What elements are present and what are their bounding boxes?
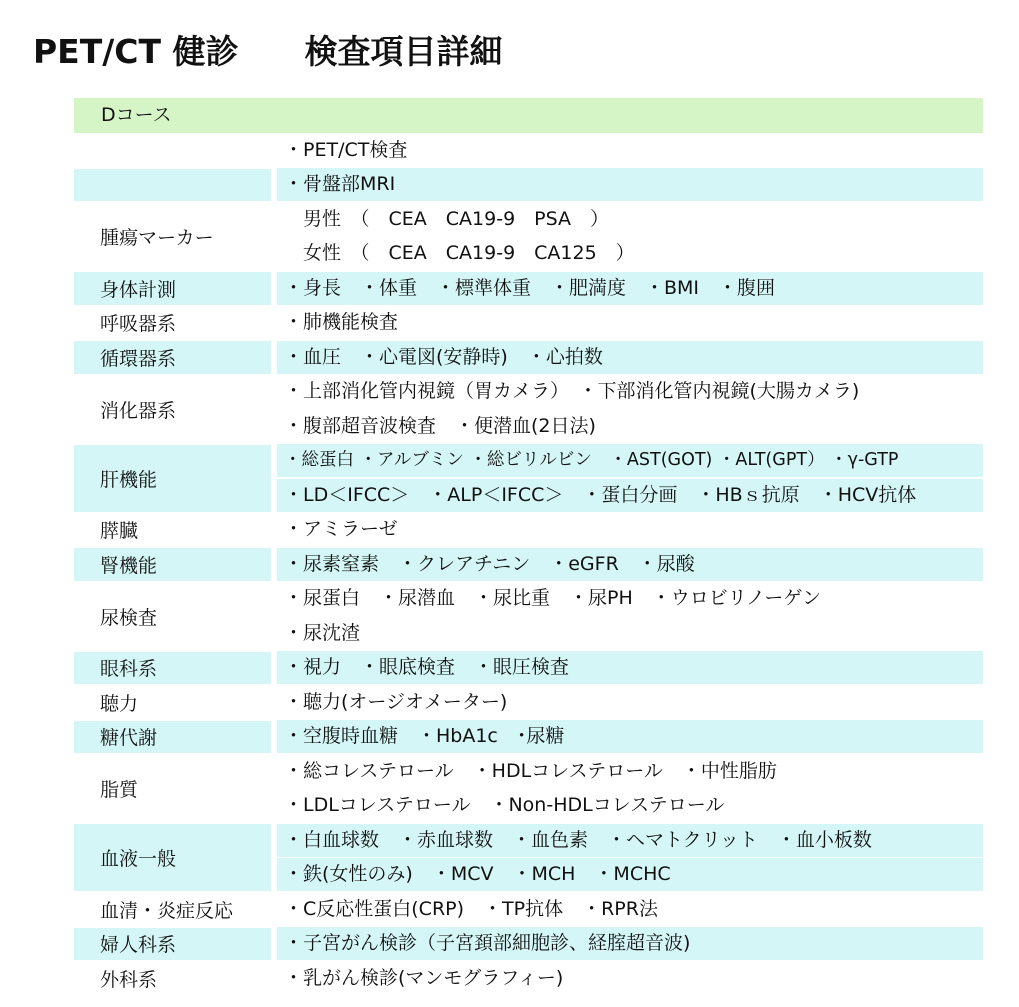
- table-row: [74, 651, 983, 686]
- item-cell: [277, 651, 983, 686]
- item-line: 男性 （ CEA CA19-9 PSA ）: [284, 207, 610, 230]
- table-row: [74, 685, 983, 720]
- item-line: ・子宮がん検診（子宮頚部細胞診、経腟超音波): [277, 927, 983, 960]
- item-cell: [277, 444, 983, 513]
- item-cell: [277, 547, 983, 582]
- item-cell: [277, 720, 983, 755]
- item-cell: [277, 892, 983, 927]
- category-label: 外科系: [100, 968, 158, 991]
- table-row: [74, 927, 983, 962]
- item-cell: [277, 306, 983, 341]
- category-label: 腎機能: [74, 548, 271, 581]
- exam-table: [74, 98, 983, 991]
- item-line: ・総コレステロール ・HDLコレステロール ・中性脂肪: [284, 759, 777, 782]
- item-line: ・血圧 ・心電図(安静時) ・心拍数: [277, 341, 983, 374]
- table-row: [74, 513, 983, 548]
- item-cell: [277, 513, 983, 548]
- item-line: ・尿素窒素 ・クレアチニン ・eGFR ・尿酸: [277, 548, 983, 581]
- table-row: [74, 444, 983, 513]
- item-cell: [277, 927, 983, 962]
- item-cell: [277, 340, 983, 375]
- item-line: ・腹部超音波検査 ・便潜血(2日法): [284, 414, 596, 437]
- table-row: [74, 271, 983, 306]
- table-row: [74, 823, 983, 892]
- category-label: 肝機能: [74, 445, 271, 512]
- item-line: ・C反応性蛋白(CRP) ・TP抗体 ・RPR法: [284, 897, 658, 920]
- category-label: 血液一般: [74, 824, 271, 891]
- item-line: ・総蛋白 ・アルブミン ・総ビリルビン ・AST(GOT) ・ALT(GPT） ・γ-GTP: [277, 444, 983, 477]
- item-line: ・乳がん検診(マンモグラフィー): [284, 966, 564, 989]
- category-label: 循環器系: [74, 341, 271, 374]
- item-line: ・聴力(オージオメーター): [284, 690, 508, 713]
- page-title: PET/CT 健診 検査項目詳細: [33, 32, 503, 71]
- table-row: [74, 133, 983, 168]
- item-line: ・肺機能検査: [284, 311, 399, 334]
- item-cell: [277, 685, 983, 720]
- category-label: 尿検査: [100, 606, 158, 629]
- table-row: [74, 754, 983, 823]
- item-cell: [277, 754, 983, 823]
- course-header: Dコース: [74, 98, 983, 133]
- table-row: [74, 306, 983, 341]
- item-cell: [277, 168, 983, 203]
- category-label: 糖代謝: [74, 721, 271, 754]
- table-row: [74, 961, 983, 996]
- category-label: 聴力: [100, 692, 139, 715]
- item-line: ・骨盤部MRI: [277, 168, 983, 201]
- item-cell: [277, 823, 983, 892]
- table-row: [74, 720, 983, 755]
- table-row: [74, 375, 983, 444]
- table-row: [74, 892, 983, 927]
- table-row: [74, 340, 983, 375]
- table-row: [74, 582, 983, 651]
- category-label: 眼科系: [74, 652, 271, 685]
- item-cell: [277, 961, 983, 996]
- item-cell: [277, 582, 983, 651]
- item-line: ・身長 ・体重 ・標準体重 ・肥満度 ・BMI ・腹囲: [277, 272, 983, 305]
- category-label: 腫瘍マーカー: [100, 227, 214, 249]
- item-line: ・LD＜IFCC＞ ・ALP＜IFCC＞ ・蛋白分画 ・HBｓ抗原 ・HCV抗体: [277, 479, 983, 512]
- item-line: ・アミラーゼ: [284, 518, 398, 541]
- table-row: [74, 202, 983, 271]
- item-line: ・視力 ・眼底検査 ・眼圧検査: [277, 651, 983, 684]
- item-cell: [277, 133, 983, 168]
- table-row: [74, 547, 983, 582]
- category-label: 血清・炎症反応: [100, 899, 234, 922]
- category-label: [74, 134, 271, 167]
- category-label: 脂質: [100, 779, 139, 801]
- category-label: 消化器系: [100, 399, 177, 422]
- item-cell: [277, 271, 983, 306]
- category-label: 呼吸器系: [100, 313, 177, 336]
- item-line: ・PET/CT検査: [284, 138, 408, 161]
- item-line: ・白血球数 ・赤血球数 ・血色素 ・ヘマトクリット ・血小板数: [277, 824, 983, 857]
- item-line: ・空腹時血糖 ・HbA1c ･尿糖: [277, 720, 983, 753]
- item-cell: [277, 375, 983, 444]
- item-line: ・鉄(女性のみ) ・MCV ・MCH ・MCHC: [277, 858, 983, 891]
- category-label: 身体計測: [74, 272, 271, 305]
- category-label: 婦人科系: [74, 928, 271, 961]
- item-line: ・上部消化管内視鏡（胃カメラ） ・下部消化管内視鏡(大腸カメラ): [284, 380, 860, 403]
- category-label: [74, 169, 271, 202]
- item-line: ・LDLコレステロール ・Non-HDLコレステロール: [284, 794, 725, 817]
- item-line: ・尿蛋白 ・尿潜血 ・尿比重 ・尿PH ・ウロビリノーゲン: [284, 587, 822, 610]
- item-line: 女性 （ CEA CA19-9 CA125 ）: [284, 242, 635, 265]
- category-label: 膵臓: [100, 520, 139, 543]
- table-row: [74, 168, 983, 203]
- item-line: ・尿沈渣: [284, 621, 361, 644]
- item-cell: [277, 202, 983, 271]
